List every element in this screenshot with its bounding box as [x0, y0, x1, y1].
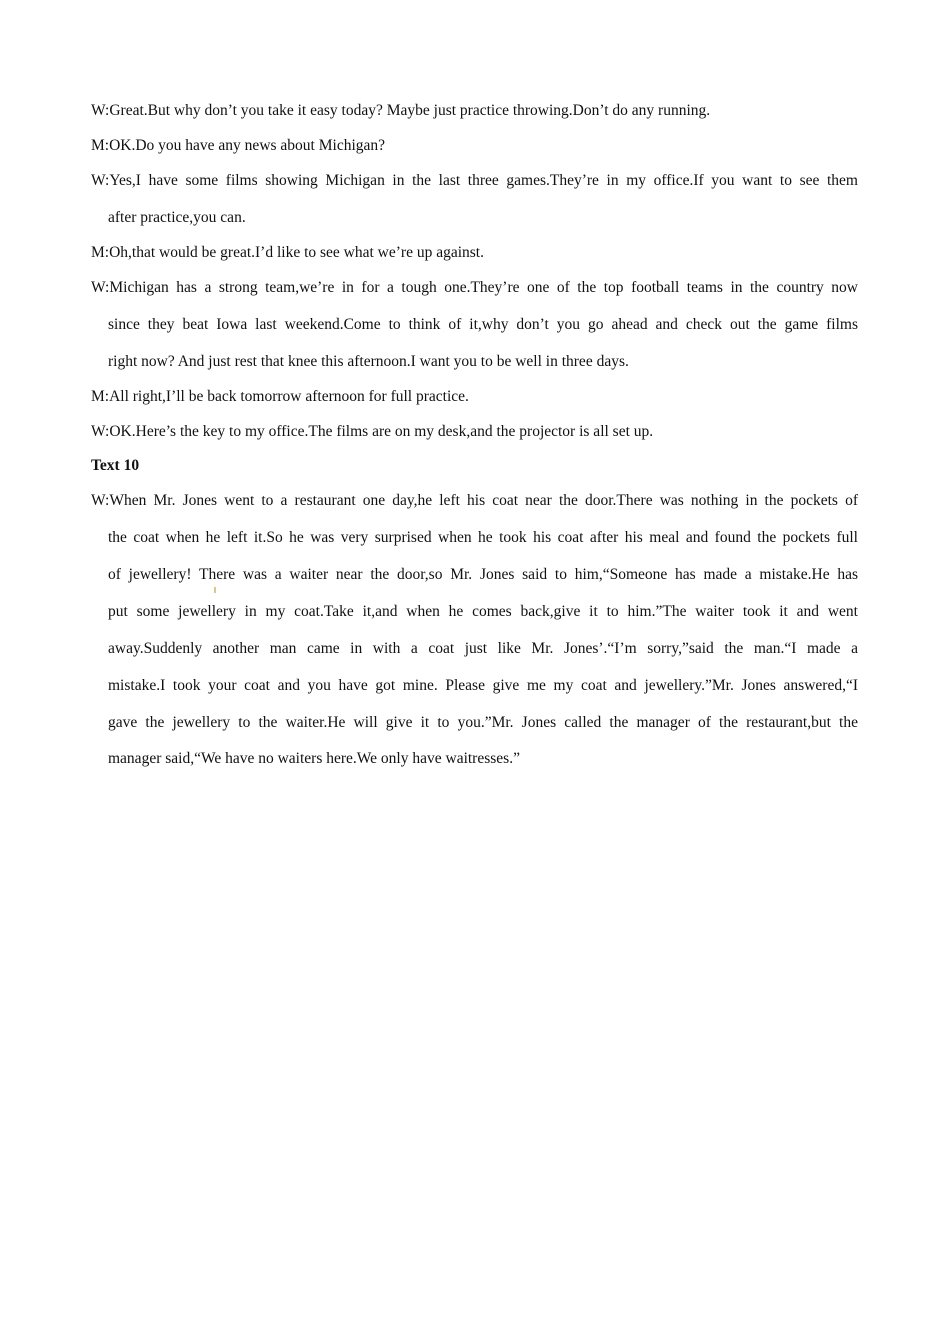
text-line: put some jewellery in my coat.Take it,and when he comes back,give it to him.”The waiter took it and went: [108, 603, 858, 620]
text-line: of jewellery! There was a waiter near the door,so Mr. Jones said to him,“Someone has made a mistake.He has: [108, 566, 858, 583]
text-line: manager said,“We have no waiters here.We only have waitresses.”: [108, 750, 520, 767]
text-line: the coat when he left it.So he was very surprised when he took his coat after his meal and found the pockets full: [108, 529, 858, 546]
text-line: right now? And just rest that knee this afternoon.I want you to be well in three days.: [108, 353, 629, 370]
text-cursor-mark: [214, 587, 216, 593]
text-line: away.Suddenly another man came in with a coat just like Mr. Jones’.“I’m sorry,”said the man.“I made a: [108, 640, 858, 657]
text-line: W:Yes,I have some films showing Michigan in the last three games.They’re in my office.If you want to see them: [91, 172, 858, 189]
text-line: M:All right,I’ll be back tomorrow afternoon for full practice.: [91, 388, 469, 405]
text-line: W:Michigan has a strong team,we’re in for a tough one.They’re one of the top football teams in the country now: [91, 279, 858, 296]
text-line: W:Great.But why don’t you take it easy today? Maybe just practice throwing.Don’t do any running.: [91, 102, 711, 119]
text-line: M:Oh,that would be great.I’d like to see what we’re up against.: [91, 244, 484, 261]
text-line: gave the jewellery to the waiter.He will give it to you.”Mr. Jones called the manager of the restaurant,but the: [108, 714, 858, 731]
text-line: M:OK.Do you have any news about Michigan?: [91, 137, 386, 154]
text-line: W:OK.Here’s the key to my office.The films are on my desk,and the projector is all set up.: [91, 423, 654, 440]
text-line: mistake.I took your coat and you have got mine. Please give me my coat and jewellery.”Mr. Jones answered,“I: [108, 677, 858, 694]
text-line: after practice,you can.: [108, 209, 246, 226]
text-line: W:When Mr. Jones went to a restaurant one day,he left his coat near the door.There was nothing in the pockets of: [91, 492, 858, 509]
section-heading: Text 10: [91, 457, 140, 474]
text-line: since they beat Iowa last weekend.Come to think of it,why don’t you go ahead and check out the game films: [108, 316, 858, 333]
